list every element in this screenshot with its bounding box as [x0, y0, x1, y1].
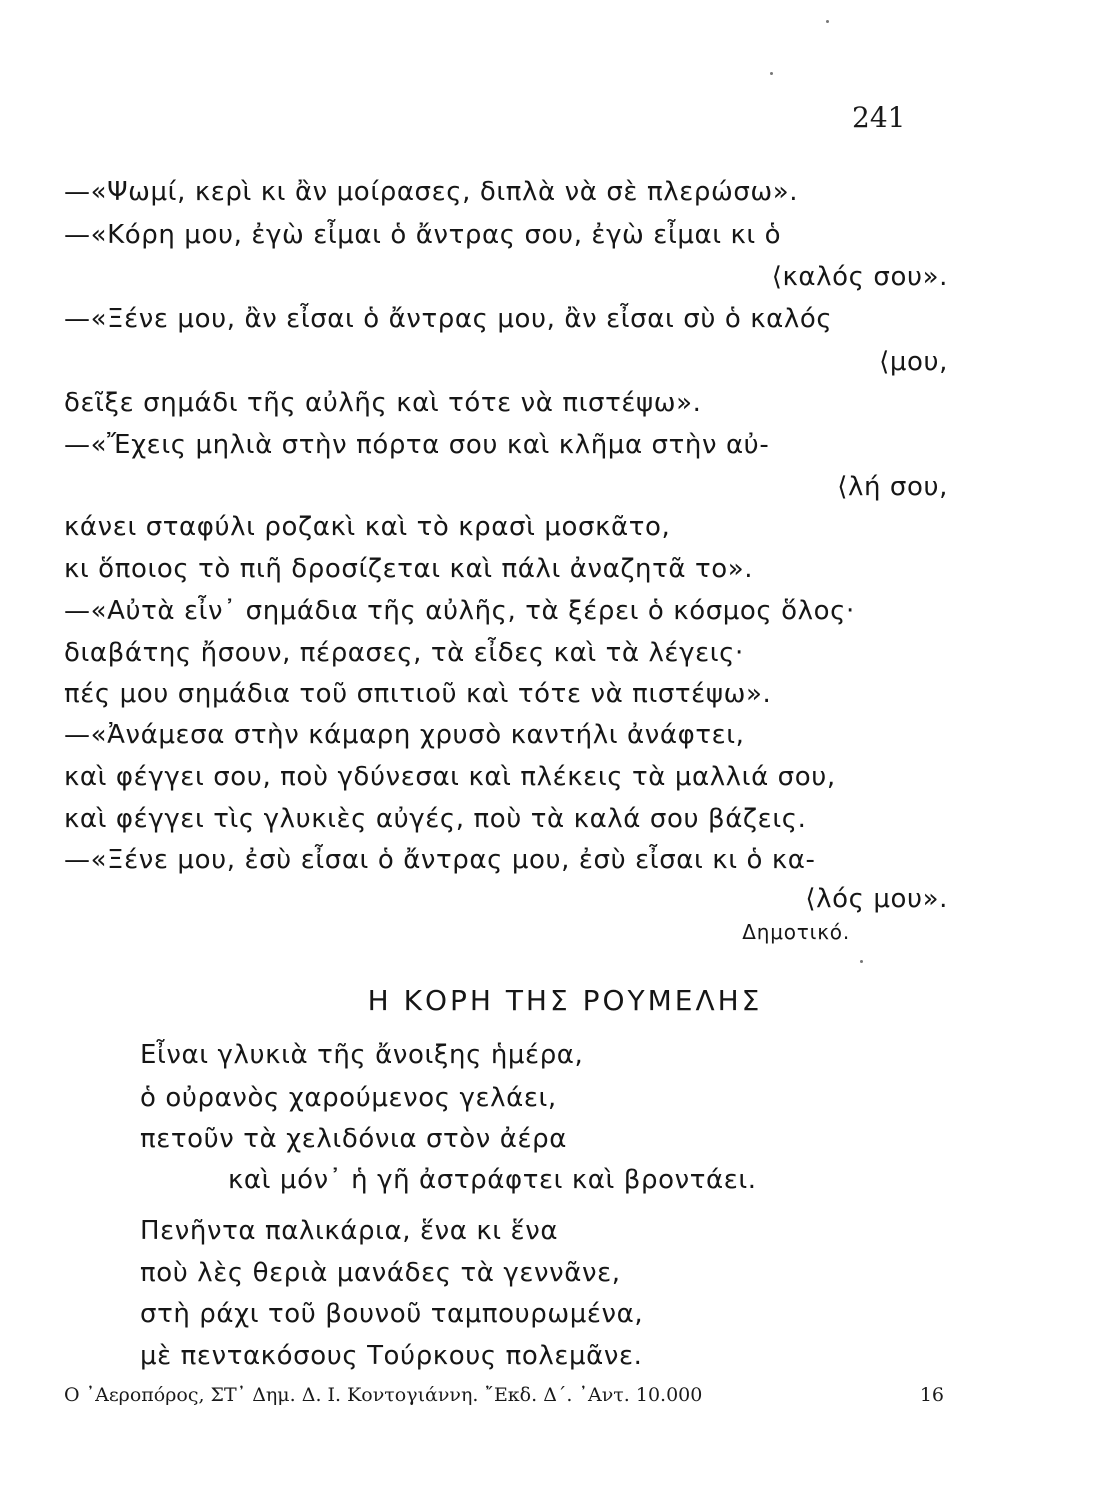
dialogue-line-continuation: ⟨καλός σου».: [771, 262, 948, 292]
poem-line: μὲ πεντακόσους Τούρκους πολεμᾶνε.: [140, 1341, 643, 1371]
dialogue-line: κι ὅποιος τὸ πιῆ δροσίζεται καὶ πάλι ἀναζητᾶ το».: [64, 554, 754, 584]
dialogue-line: —«Ψωμί, κερὶ κι ἂν μοίρασες, διπλὰ νὰ σὲ πλερώσω».: [64, 177, 799, 207]
poem-line: Πενῆντα παλικάρια, ἕνα κι ἕνα: [140, 1216, 559, 1246]
page-number: 241: [852, 101, 906, 134]
dialogue-line: καὶ φέγγει σου, ποὺ γδύνεσαι καὶ πλέκεις τὰ μαλλιά σου,: [64, 762, 836, 792]
poem-line: ποὺ λὲς θεριὰ μανάδες τὰ γεννᾶνε,: [140, 1258, 621, 1288]
poem-line: Εἶναι γλυκιὰ τῆς ἄνοιξης ἡμέρα,: [140, 1040, 584, 1070]
dialogue-line-continuation: ⟨μου,: [879, 347, 948, 377]
poem-title: Η ΚΟΡΗ ΤΗΣ ΡΟΥΜΕΛΗΣ: [367, 984, 763, 1017]
source-label: Δημοτικό.: [742, 920, 850, 944]
dialogue-line: —«Ἀνάμεσα στὴν κάμαρη χρυσὸ καντήλι ἀνάφτει,: [64, 720, 745, 750]
paper-speck: [860, 960, 863, 963]
dialogue-line: —«Κόρη μου, ἐγὼ εἶμαι ὁ ἄντρας σου, ἐγὼ εἶμαι κι ὁ: [64, 220, 782, 250]
dialogue-line: —«Ξένε μου, ἂν εἶσαι ὁ ἄντρας μου, ἂν εἶσαι σὺ ὁ καλός: [64, 304, 833, 334]
paper-speck: [770, 72, 773, 75]
poem-line: καὶ μόν᾽ ἡ γῆ ἀστράφτει καὶ βροντάει.: [228, 1165, 757, 1195]
poem-line: ὁ οὐρανὸς χαρούμενος γελάει,: [140, 1083, 557, 1113]
footer-signature: 16: [919, 1384, 944, 1406]
dialogue-line: δεῖξε σημάδι τῆς αὐλῆς καὶ τότε νὰ πιστέψω».: [64, 388, 702, 418]
footer-imprint: Ο ᾿Αεροπόρος, ΣΤ᾽ Δημ. Δ. Ι. Κοντογιάννη. ῎Εκδ. Δ΄. ᾿Αντ. 10.000: [64, 1384, 703, 1406]
footer: [64, 1382, 944, 1408]
dialogue-line: —«Ξένε μου, ἐσὺ εἶσαι ὁ ἄντρας μου, ἐσὺ εἶσαι κι ὁ κα-: [64, 845, 816, 875]
dialogue-line: πές μου σημάδια τοῦ σπιτιοῦ καὶ τότε νὰ πιστέψω».: [64, 679, 772, 709]
dialogue-line: κάνει σταφύλι ροζακὶ καὶ τὸ κρασὶ μοσκᾶτο,: [64, 512, 671, 542]
dialogue-line-continuation: ⟨λός μου».: [805, 884, 948, 914]
dialogue-line: —«Ἔχεις μηλιὰ στὴν πόρτα σου καὶ κλῆμα στὴν αὐ-: [64, 430, 770, 460]
dialogue-line-continuation: ⟨λή σου,: [837, 472, 948, 502]
poem-line: στὴ ράχι τοῦ βουνοῦ ταμπουρωμένα,: [140, 1299, 644, 1329]
dialogue-line: καὶ φέγγει τὶς γλυκιὲς αὐγές, ποὺ τὰ καλά σου βάζεις.: [64, 804, 807, 834]
poem-line: πετοῦν τὰ χελιδόνια στὸν ἀέρα: [140, 1124, 568, 1154]
dialogue-line: —«Αὐτὰ εἶν᾽ σημάδια τῆς αὐλῆς, τὰ ξέρει ὁ κόσμος ὅλος·: [64, 596, 855, 626]
paper-speck: [826, 20, 829, 23]
dialogue-line: διαβάτης ἤσουν, πέρασες, τὰ εἶδες καὶ τὰ λέγεις·: [64, 638, 744, 668]
